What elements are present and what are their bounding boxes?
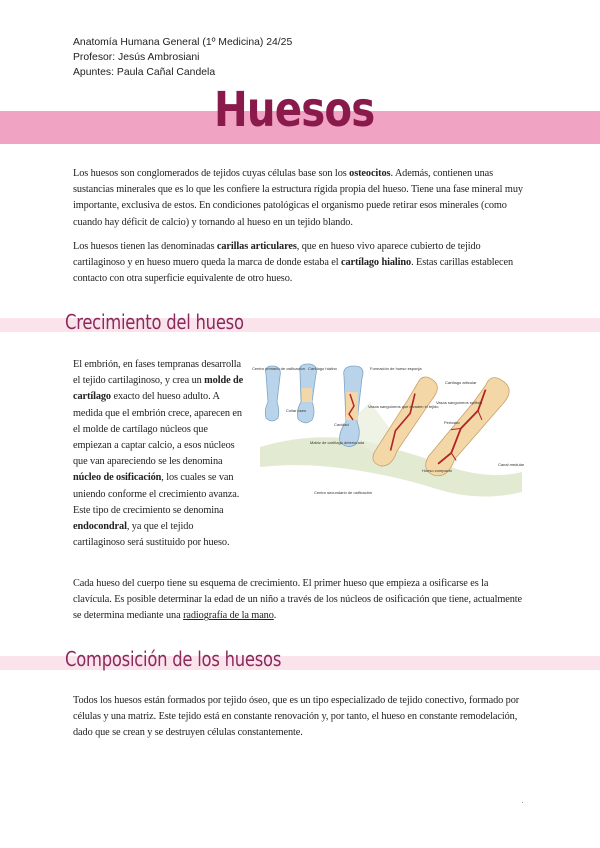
figure-label: Collar óseo (286, 408, 307, 413)
figure-label: Cavidad (334, 422, 349, 427)
bold-term: carillas articulares (216, 241, 297, 252)
text-run: El embrión, en fases tempranas desarrolla el tejido cartilaginoso, y crea un (73, 359, 242, 387)
figure-label: Matriz de cartílago deteriorada (310, 440, 365, 445)
document-header (73, 35, 292, 80)
text-run: . Estas carillas establecen contacto con otra superficie equivalente de otro hueso. (73, 257, 514, 285)
page-mark (522, 802, 523, 803)
text-run: , los cuales se van uniendo conforme el crecimiento avanza. Este tipo de crecimiento se denomina (73, 472, 240, 516)
underlined-term: radiografía de la mano (183, 610, 274, 622)
text-run: exacto del hueso adulto. A medida que el embrión crece, aparecen en el molde de cartílago núcleos que empiezan a captar calcio, a esos núcleos que van apareciendo se les denomina (73, 391, 242, 468)
text-run: Los huesos son conglomerados de tejidos cuyas células base son los (73, 168, 350, 179)
notes-author-line: Apuntes: Paula Cañal Candela (73, 67, 216, 78)
text-run: . (273, 610, 277, 622)
figure-label: Periostio (444, 420, 460, 425)
cartilage-shape (265, 366, 280, 421)
bone-collar (302, 388, 312, 402)
bold-term: núcleo de osificación (73, 472, 162, 484)
text-run: , que en hueso vivo aparece cubierto de tejido cartilaginoso y en hueso muero queda la marca de donde estaba el (73, 241, 481, 269)
figure-label: Centro primario de osificación (252, 366, 305, 371)
text-run: , ya que el tejido cartilaginoso será sustituido por hueso. (73, 521, 230, 549)
text-run: Cada hueso del cuerpo tiene su esquema de crecimiento. El primer hueso que empieza a osificarse es la clavícula. Es posible determinar la edad de un niño a través de los núcleos de osificación que tiene, actualmente se determina mediante una (73, 578, 523, 622)
intro-paragraph-2 (73, 239, 528, 288)
figure-label: Vasos sanguíneos epífisis (436, 400, 483, 405)
bold-term: cartílago hialino (340, 257, 412, 269)
figure-label: Formación de hueso esponja (370, 366, 422, 371)
figure-label: Cartílago hialino (308, 366, 337, 371)
bone-ossification-figure (250, 362, 530, 512)
section-title-composition: Composición de los huesos (65, 647, 282, 671)
section-title-growth: Crecimiento del hueso (65, 310, 244, 334)
cartilage-model-stage-1 (265, 366, 280, 421)
cartilage-model-stage-3 (340, 366, 363, 447)
text-run: Los huesos tienen las denominadas (73, 241, 217, 252)
bold-term: endocondral (73, 521, 127, 533)
growth-paragraph-2 (73, 576, 528, 625)
professor-line: Profesor: Jesús Ambrosiani (73, 52, 200, 63)
figure-label: Vasos sanguíneos que invaden el tejido (368, 404, 439, 409)
growth-side-paragraph (73, 357, 245, 551)
cartilage-model-stage-2 (297, 364, 316, 423)
figure-label: Centro secundario de osificación (314, 490, 373, 495)
bone-collar (346, 392, 358, 420)
course-line: Anatomía Humana General (1º Medicina) 24/25 (73, 37, 293, 48)
text-run: . Además, contienen unas sustancias minerales que es lo que les confiere la estructura rígida propia del hueso. Tiene una fase mineral muy importante, exclusiva de estos. En condiciones patológicas el organismo puede retirar esos minerales (como cuando hay déficit de calcio) y tornando al hueso en un tejido blando. (73, 168, 523, 228)
figure-label: Hueso compacto (422, 468, 453, 473)
bold-term: osteocitos (349, 168, 391, 179)
figure-label: Cartílago articular (445, 380, 477, 385)
page-title: Huesos (214, 82, 375, 138)
composition-paragraph: Todos los huesos están formados por tejido óseo, que es un tipo especializado de tejido conectivo, formado por células y una matriz. Este tejido está en constante renovación y, por tanto, el hueso en constante remodelación, dado que se crean y se destruyen células constantemente. (73, 695, 520, 739)
intro-paragraph-1 (73, 166, 528, 231)
figure-label: Canal medular (498, 462, 525, 467)
bold-term: molde de cartílago (73, 375, 244, 403)
